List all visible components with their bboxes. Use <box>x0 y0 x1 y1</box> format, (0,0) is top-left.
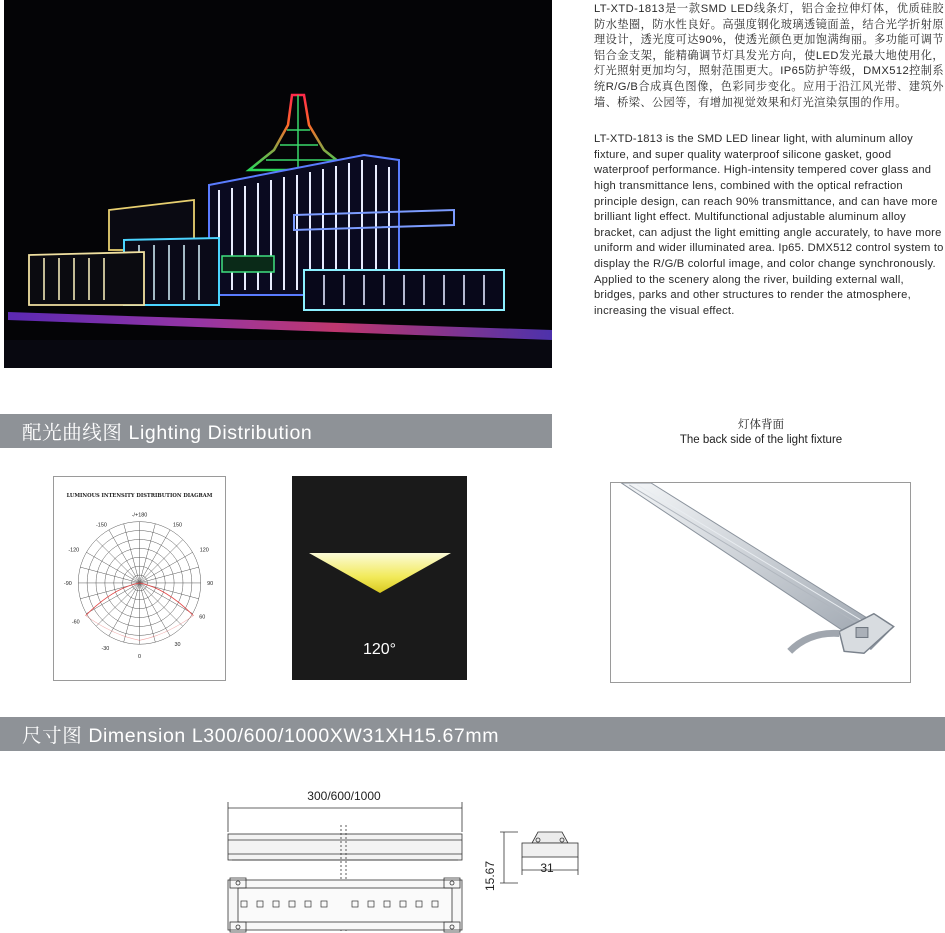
polar-label-bottom: 0 <box>137 654 142 661</box>
back-side-caption <box>611 418 911 448</box>
light-beam-cone <box>309 553 451 593</box>
polar-label-top: -/+180 <box>131 512 148 519</box>
polar-label-tr: 150 <box>173 522 183 529</box>
dimension-header: 尺寸图 Dimension L300/600/1000XW31XH15.67mm <box>0 717 945 751</box>
back-side-caption-cn: 灯体背面 <box>738 419 784 431</box>
beam-angle-illustration <box>292 476 467 680</box>
description-english: LT-XTD-1813 is the SMD LED linear light, with aluminum alloy fixture, and super quality waterproof silicone gasket, good waterproof performance. High-intensity tempered cover glass and high transmittance lens, combined with the optical refraction principle design, can reach 90% transmittance, and can have more brilliant light effect. Multifunctional adjustable aluminum alloy bracket, can adjust the light emitting angle accurately, to have more uniform and wider illuminated area. Ip65. DMX512 control system to display the R/G/B colorful image, and color change synchronously. Applied to the scenery along the river, building external wall, bridges, parks and other structures to render the atmosphere, increasing the visual effect. <box>594 133 944 317</box>
polar-label-ur: 120 <box>199 547 209 554</box>
luminous-intensity-diagram <box>53 476 226 681</box>
dimension-height-label: 15.67 <box>483 860 497 891</box>
lighting-distribution-header: 配光曲线图 Lighting Distribution <box>0 414 552 448</box>
polar-label-bl: -30 <box>101 646 110 653</box>
back-side-caption-en: The back side of the light fixture <box>679 434 843 446</box>
polar-label-ll: -60 <box>71 619 80 626</box>
building-lighting-photo <box>4 0 552 368</box>
polar-label-l: -90 <box>63 580 72 587</box>
fixture-back-photo <box>610 482 911 683</box>
beam-angle-label: 120° <box>362 641 397 658</box>
dimension-length-label: 300/600/1000 <box>307 789 381 803</box>
product-description <box>594 2 944 319</box>
polar-label-br: 30 <box>174 642 181 649</box>
polar-label-r: 90 <box>207 580 214 587</box>
description-chinese: LT-XTD-1813是一款SMD LED线条灯，铝合金拉伸灯体，优质硅胶防水垫圈，防水性良好。高强度钢化玻璃透镜面盖，结合光学折射原理设计，透光度可达90%，使透光颜色更加饱满绚丽。多功能可调节铝合金支架，能精确调节灯具发光方向，使LED发光最大地使用化，灯光照射更加均匀，照射范围更大。IP65防护等级，DMX512控制系统R/G/B合成真色图像，色彩同步变化。应用于沿江风光带、建筑外墙、桥梁、公园等，有增加视觉效果和灯光渲染氛围的作用。 <box>594 3 944 109</box>
polar-label-ul: -120 <box>68 547 80 554</box>
polar-label-tl: -150 <box>96 522 107 529</box>
polar-label-lr: 60 <box>199 614 206 621</box>
dimension-width-label: 31 <box>540 861 554 875</box>
diagram-title: LUMINOUS INTENSITY DISTRIBUTION DIAGRAM <box>66 492 213 499</box>
